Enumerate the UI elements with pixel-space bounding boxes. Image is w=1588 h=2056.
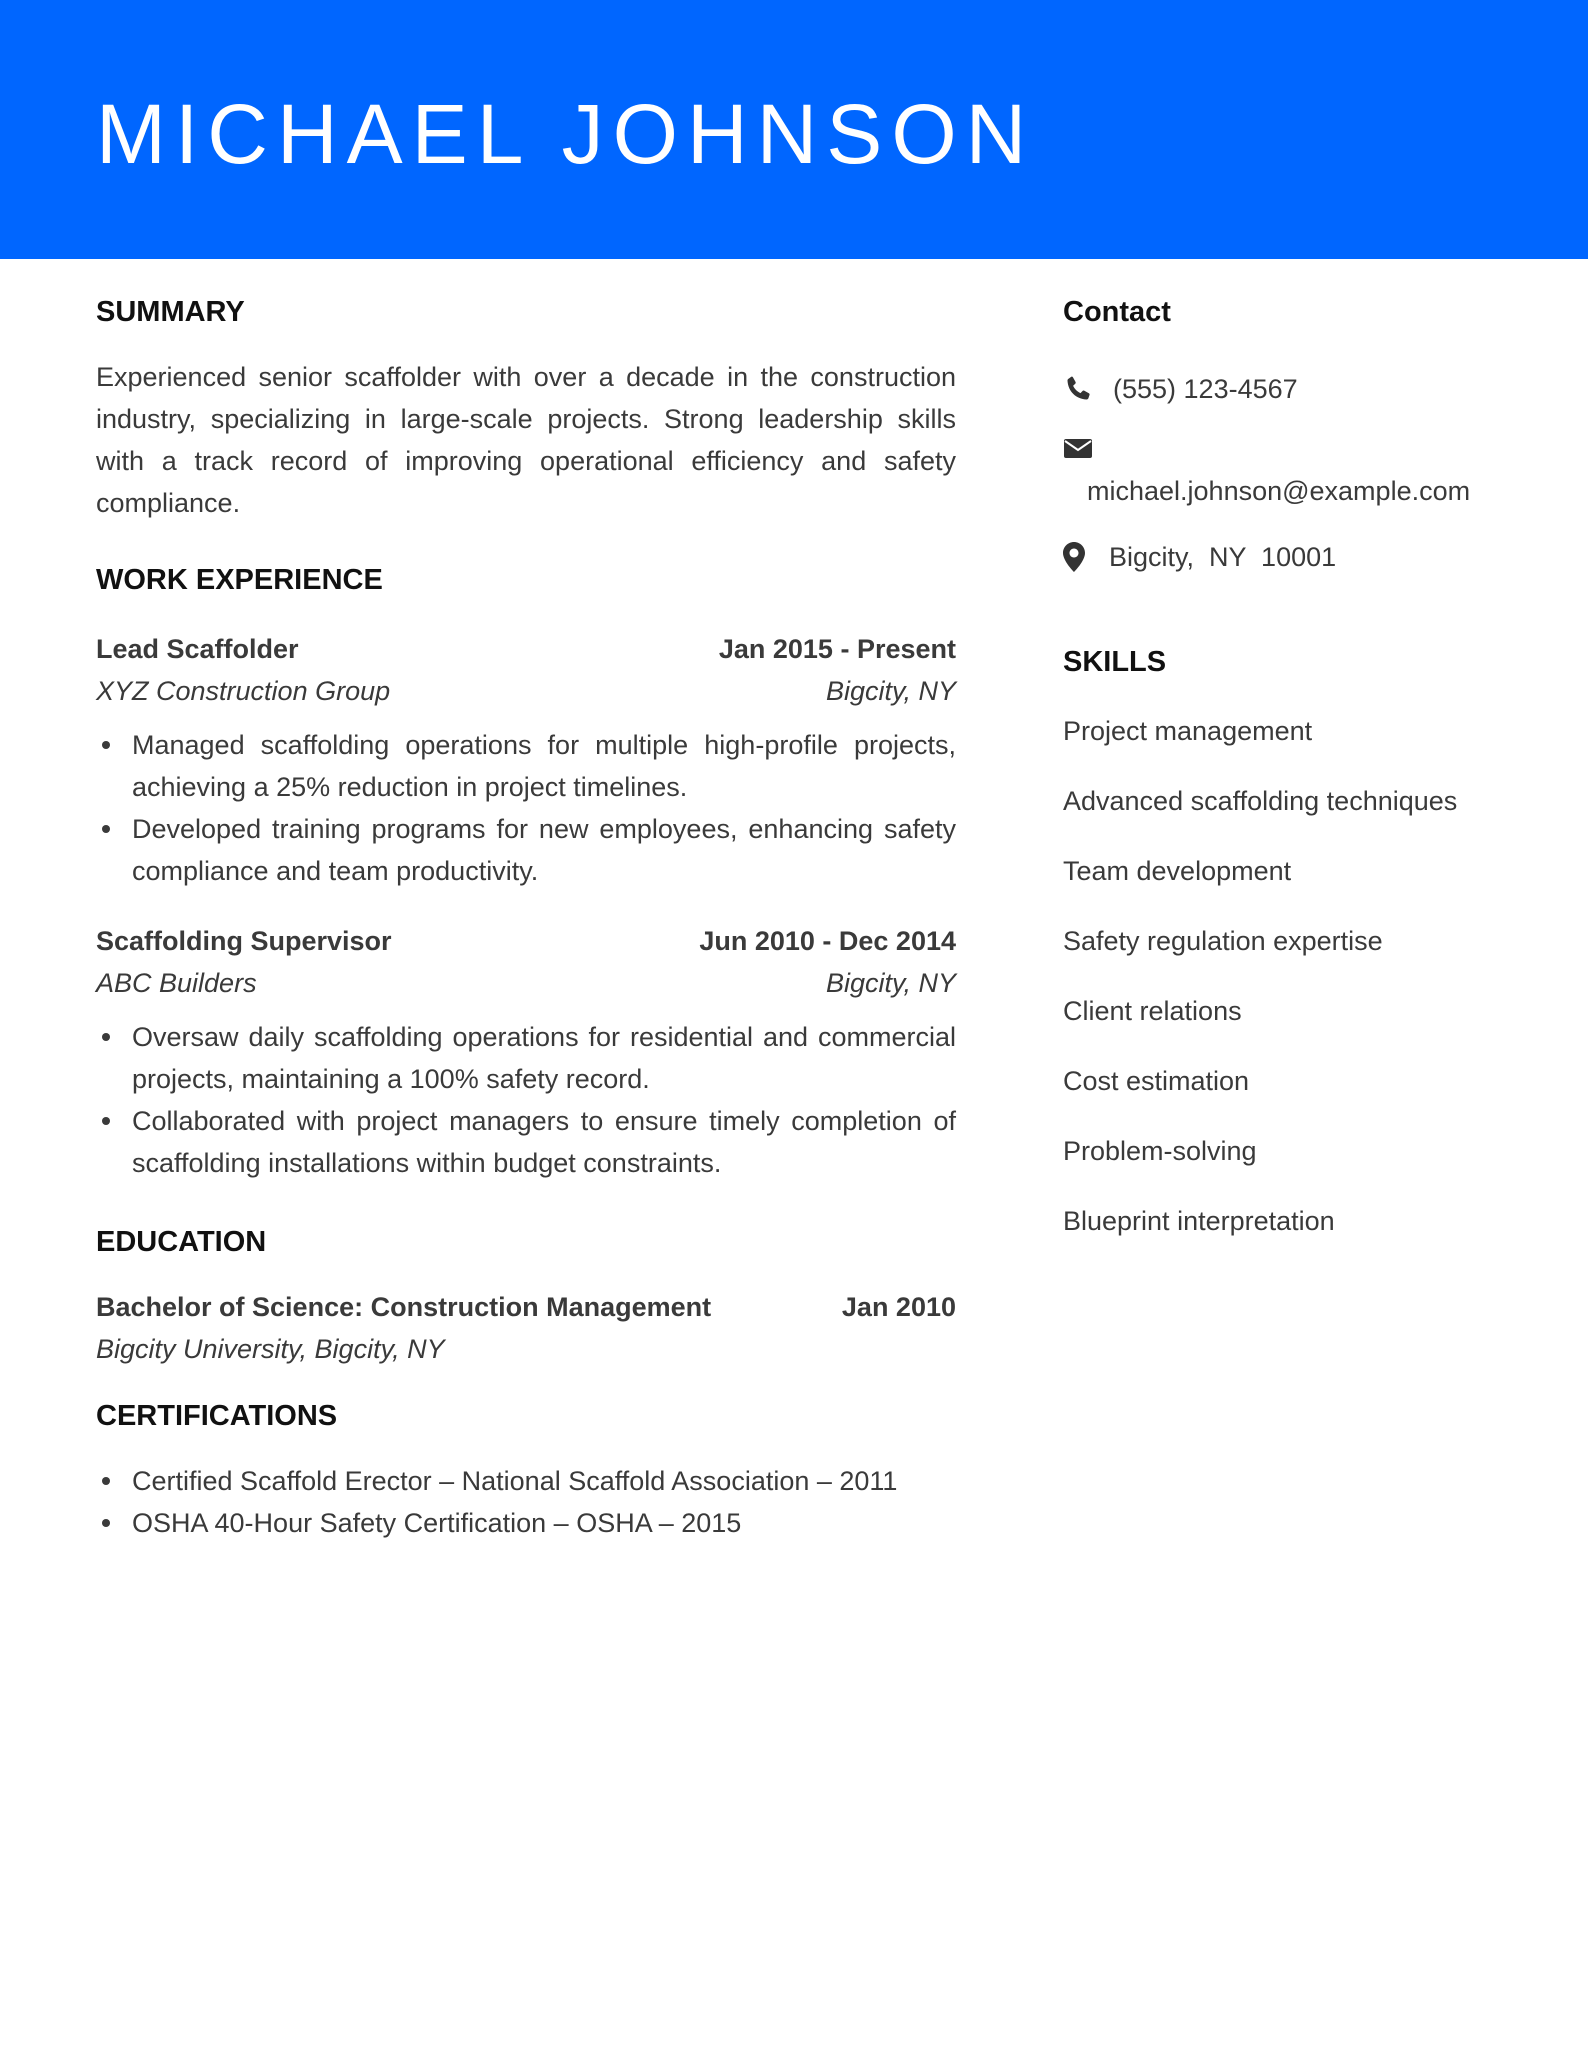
- job-bullet: Managed scaffolding operations for multiple high-profile projects, achieving a 25% reduction in project timelines.: [132, 724, 956, 808]
- certification-item: Certified Scaffold Erector – National Scaffold Association – 2011: [132, 1460, 956, 1502]
- skill-item: Team development: [1063, 856, 1292, 886]
- certifications-title: CERTIFICATIONS: [96, 1400, 338, 1432]
- contact-phone[interactable]: (555) 123-4567: [1113, 374, 1298, 404]
- job-bullet: Developed training programs for new employees, enhancing safety compliance and team productivity.: [132, 808, 956, 892]
- contact-location-row: [1063, 536, 1523, 578]
- job-role: Scaffolding Supervisor: [96, 926, 392, 956]
- education-title: EDUCATION: [96, 1226, 267, 1258]
- skill-item: Safety regulation expertise: [1063, 926, 1383, 956]
- skill-item: Advanced scaffolding techniques: [1063, 786, 1458, 816]
- main-column: [96, 290, 956, 1544]
- job-company: XYZ Construction Group: [96, 676, 391, 706]
- job-location: Bigcity, NY: [825, 968, 956, 998]
- certifications-list: [96, 1460, 956, 1544]
- education-degree: Bachelor of Science: Construction Management: [96, 1292, 712, 1322]
- education-school: Bigcity University, Bigcity, NY: [96, 1334, 445, 1364]
- job-bullets: [96, 1016, 956, 1184]
- job-entry: [96, 920, 956, 1184]
- contact-email[interactable]: michael.johnson@example.com: [1087, 476, 1471, 506]
- work-experience-section: [96, 558, 956, 1184]
- summary-title: SUMMARY: [96, 296, 245, 328]
- contact-phone-row: [1063, 368, 1523, 410]
- contact-email-row: [1063, 436, 1523, 512]
- skill-item: Client relations: [1063, 996, 1242, 1026]
- skills-section: [1063, 640, 1523, 1242]
- map-marker-icon: [1063, 542, 1085, 572]
- skills-title: SKILLS: [1063, 646, 1167, 678]
- job-entry: [96, 628, 956, 892]
- education-date: Jan 2010: [841, 1292, 956, 1322]
- contact-title: Contact: [1063, 296, 1171, 328]
- summary-section: [96, 290, 956, 524]
- education-section: [96, 1220, 956, 1370]
- skill-item: Problem-solving: [1063, 1136, 1257, 1166]
- phone-icon: [1063, 374, 1093, 404]
- envelope-icon: [1063, 436, 1093, 460]
- candidate-name: MICHAEL JOHNSON: [96, 87, 1036, 181]
- header-banner: [0, 0, 1588, 259]
- skill-item: Cost estimation: [1063, 1066, 1250, 1096]
- skill-item: Project management: [1063, 716, 1313, 746]
- job-bullet: Oversaw daily scaffolding operations for residential and commercial projects, maintaining a 100% safety record.: [132, 1016, 956, 1100]
- certifications-section: [96, 1394, 956, 1544]
- certification-item: OSHA 40-Hour Safety Certification – OSHA – 2015: [132, 1502, 956, 1544]
- job-role: Lead Scaffolder: [96, 634, 299, 664]
- work-experience-title: WORK EXPERIENCE: [96, 564, 383, 596]
- contact-location: Bigcity, NY 10001: [1109, 542, 1337, 572]
- job-dates: Jun 2010 - Dec 2014: [699, 926, 956, 956]
- skill-item: Blueprint interpretation: [1063, 1206, 1335, 1236]
- contact-section: [1063, 290, 1523, 578]
- job-bullet: Collaborated with project managers to ensure timely completion of scaffolding installations within budget constraints.: [132, 1100, 956, 1184]
- side-column: [1063, 290, 1523, 1270]
- job-dates: Jan 2015 - Present: [718, 634, 956, 664]
- skills-list: [1063, 710, 1523, 1242]
- job-location: Bigcity, NY: [825, 676, 956, 706]
- job-bullets: [96, 724, 956, 892]
- summary-text: Experienced senior scaffolder with over a decade in the construction industry, specializing in large-scale projects. Strong leadership skills with a track record of improving operational efficiency and safety compliance.: [96, 362, 956, 518]
- job-company: ABC Builders: [96, 968, 257, 998]
